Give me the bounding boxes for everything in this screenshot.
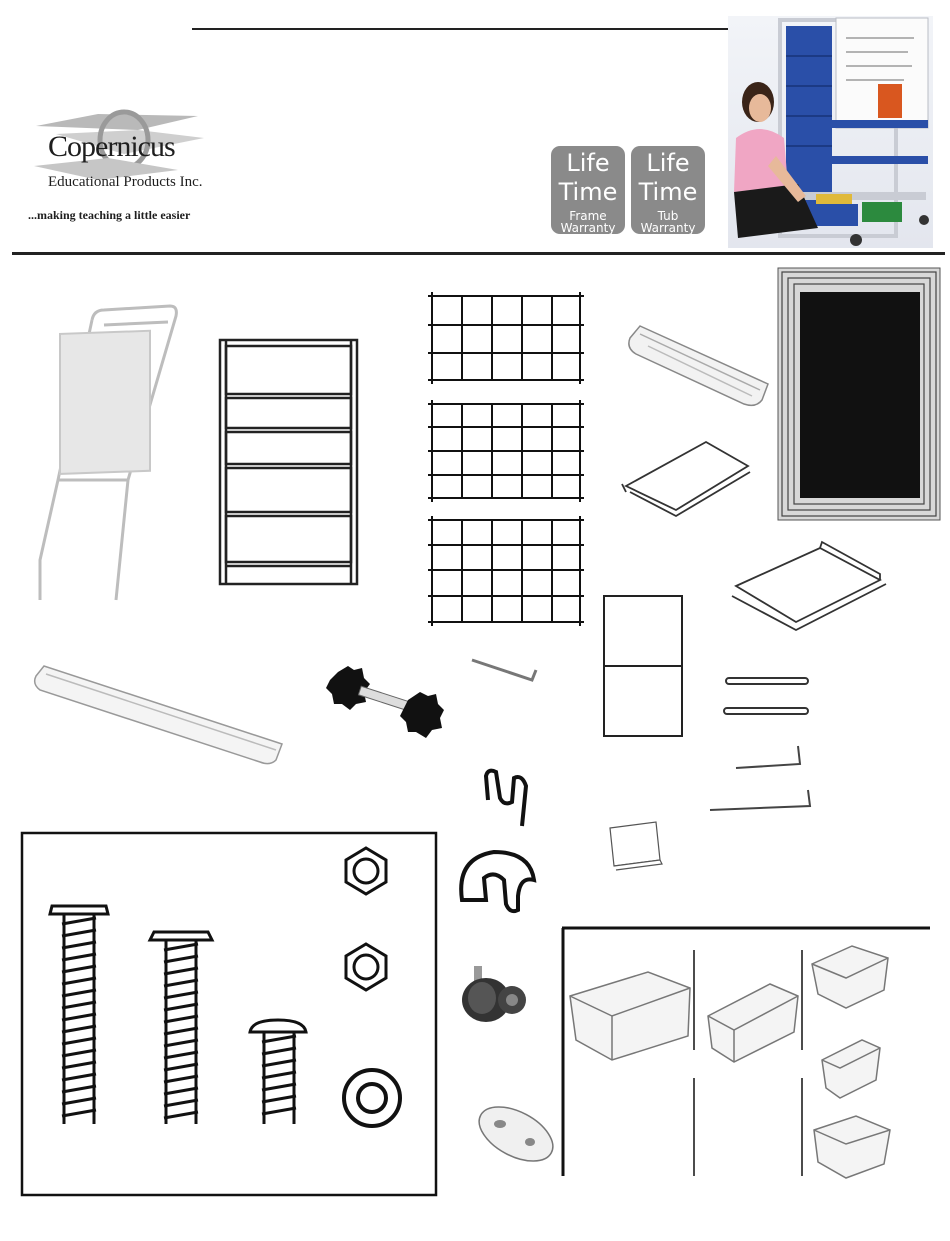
- wire-grid-bottom: [428, 516, 584, 626]
- badge-caption2: Warranty: [640, 221, 696, 235]
- bolt-long: [50, 906, 108, 1124]
- two-panel-board: [604, 596, 682, 736]
- badge-line2: Time: [558, 178, 618, 206]
- badge-line2: Time: [638, 178, 698, 206]
- wire-grid-middle: [428, 400, 584, 502]
- glide-foot: [470, 1096, 561, 1172]
- rod-top: [726, 678, 808, 684]
- allen-key-long-icon: [710, 790, 810, 810]
- small-shelf-tray: [622, 442, 750, 516]
- knob-bolt: [326, 666, 444, 738]
- u-hook: [461, 852, 534, 911]
- badge-caption1: Frame: [569, 209, 607, 223]
- allen-key-short-icon: [736, 746, 800, 768]
- bolt-medium: [150, 932, 212, 1124]
- tub-small-middle: [822, 1040, 880, 1098]
- brand-name: Copernicus: [48, 130, 175, 163]
- bolt-short: [250, 1020, 306, 1124]
- badge-caption2: Warranty: [560, 221, 616, 235]
- chalkboard-panel: [778, 268, 940, 520]
- washer-icon: [344, 1070, 400, 1126]
- tub-small-bottom: [814, 1116, 890, 1178]
- s-hook: [486, 771, 526, 826]
- large-shelf-tray: [732, 542, 886, 630]
- badge-caption1: Tub: [657, 209, 679, 223]
- whiteboard-frame: [40, 306, 176, 600]
- tub-small-top: [812, 946, 888, 1008]
- badge-line1: Life: [566, 149, 610, 177]
- badge-line1: Life: [646, 149, 690, 177]
- company-name: Educational Products Inc.: [48, 174, 203, 190]
- rod-bottom: [724, 708, 808, 714]
- allen-key-icon: [472, 660, 536, 680]
- tub-medium: [708, 984, 798, 1062]
- hardware-box: [22, 833, 436, 1195]
- tagline: ...making teaching a little easier: [28, 208, 191, 222]
- tub-large: [570, 972, 690, 1060]
- long-rail: [35, 666, 282, 764]
- hex-nut-icon: [346, 848, 386, 894]
- caster-wheel-icon: [462, 966, 526, 1022]
- marker-tray: [629, 326, 768, 405]
- shelf-frame: [220, 340, 357, 584]
- wire-grid-top: [428, 292, 584, 384]
- instruction-booklet: [610, 822, 662, 870]
- hex-nut-icon: [346, 944, 386, 990]
